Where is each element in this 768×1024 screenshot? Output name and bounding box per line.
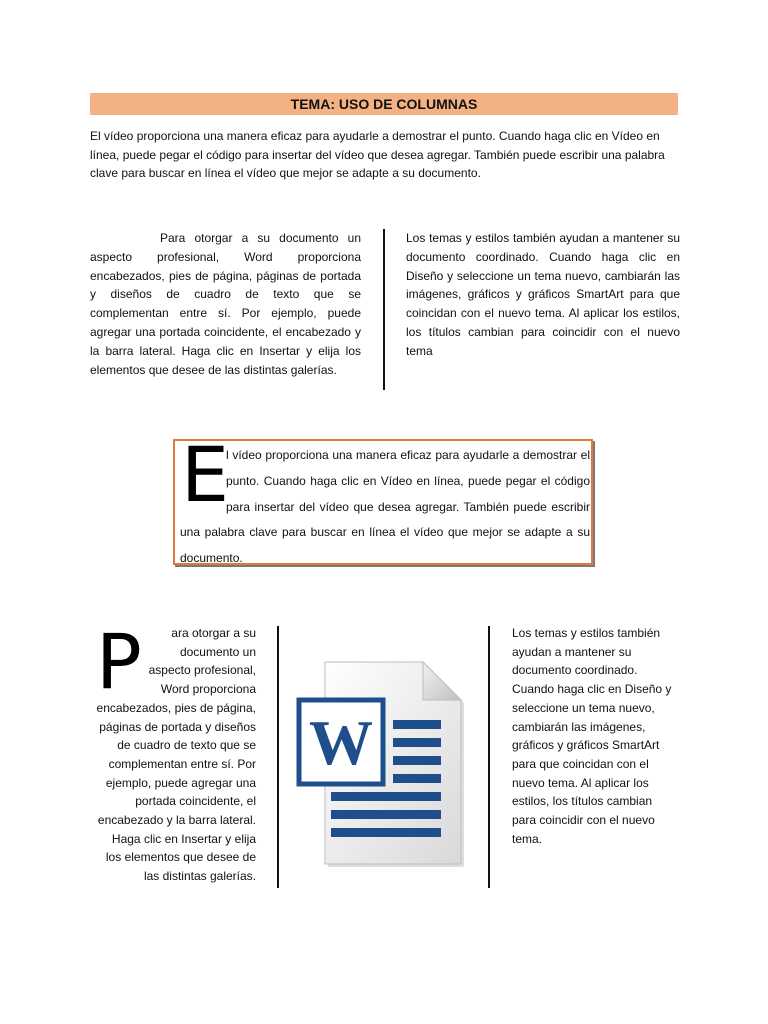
right-line: seleccione un tema nuevo, (512, 700, 655, 715)
column-divider-right (488, 626, 490, 888)
box-body: l vídeo proporciona una manera eficaz para ayudarle a demostrar el punto. Cuando haga clic en Vídeo en línea, puede pegar el código para insertar del vídeo que desea agregar. También puede escribir una palabra clave para buscar en línea el vídeo que mejor se adapte a su documento. (180, 448, 590, 566)
word-document-icon (295, 658, 475, 872)
word-icon-letter: W (309, 707, 373, 778)
page-title: TEMA: USO DE COLUMNAS (90, 93, 678, 115)
column-divider (383, 229, 385, 390)
three-column-section (90, 617, 680, 889)
left-line: complementan entre sí. Por (108, 756, 256, 771)
two-col-right-text: Los temas y estilos también ayudan a mantener su documento coordinado. Cuando haga clic en Diseño y seleccione un tema nuevo, cambiarán las imágenes, gráficos y gráficos SmartArt para que coincidan con el nuevo tema. Al aplicar los estilos, los títulos cambian para coincidir con el nuevo tema (406, 231, 680, 358)
left-line: encabezados, pies de página, (96, 700, 256, 715)
right-line: nuevo tema. Al aplicar los (512, 775, 649, 790)
left-line: los elementos que desee de (105, 850, 256, 865)
right-line: tema. (512, 831, 543, 846)
left-line: ara otorgar a su (171, 626, 256, 640)
right-line: ayudan a mantener su (512, 644, 632, 659)
box-paragraph (180, 443, 590, 572)
left-line: de cuadro de texto que se (117, 738, 256, 753)
right-line: Los temas y estilos también (512, 626, 661, 640)
left-drop-cap: P (96, 617, 142, 706)
left-line: encabezado y la barra lateral. (97, 813, 256, 828)
two-column-section (90, 229, 680, 391)
right-line: estilos, los títulos cambian (512, 794, 653, 809)
right-line: para que coincidan con el (512, 756, 649, 771)
right-line: gráficos y gráficos SmartArt (512, 738, 660, 753)
left-line: ejemplo, puede agregar una (105, 775, 256, 790)
left-line: las distintas galerías. (143, 869, 256, 884)
intro-paragraph: El vídeo proporciona una manera eficaz para ayudarle a demostrar el punto. Cuando haga clic en Vídeo en línea, puede pegar el código para insertar del vídeo que desea agregar. También puede escribir una palabra clave para buscar en línea el vídeo que mejor se adapte a su documento. (90, 129, 665, 180)
left-line: Word proporciona (160, 682, 256, 697)
two-col-left-text (90, 229, 361, 379)
column-divider-left (277, 626, 279, 888)
left-line: documento un (179, 644, 256, 659)
right-line: cambiarán las imágenes, (512, 719, 646, 734)
left-line: portada coincidente, el (135, 794, 256, 809)
right-line: Cuando haga clic en Diseño y (512, 682, 672, 697)
left-line: aspecto profesional, (148, 663, 256, 678)
box-drop-cap: E (181, 430, 230, 519)
left-line: páginas de portada y diseños (99, 719, 256, 734)
three-col-right-text (512, 624, 680, 848)
right-line: para coincidir con el nuevo (512, 813, 655, 828)
bordered-text-box (173, 430, 593, 566)
left-line: Haga clic en Insertar y elija (111, 831, 256, 846)
right-line: documento coordinado. (512, 663, 638, 678)
two-col-left-body: Para otorgar a su documento un aspecto profesional, Word proporciona encabezados, pies de página, páginas de portada y diseños de cuadro de texto que se complementan entre sí. Por ejemplo, puede agregar una portada coincidente, el encabezado y la barra lateral. Haga clic en Insertar y elija los elementos que desee de las distintas galerías. (90, 231, 361, 377)
